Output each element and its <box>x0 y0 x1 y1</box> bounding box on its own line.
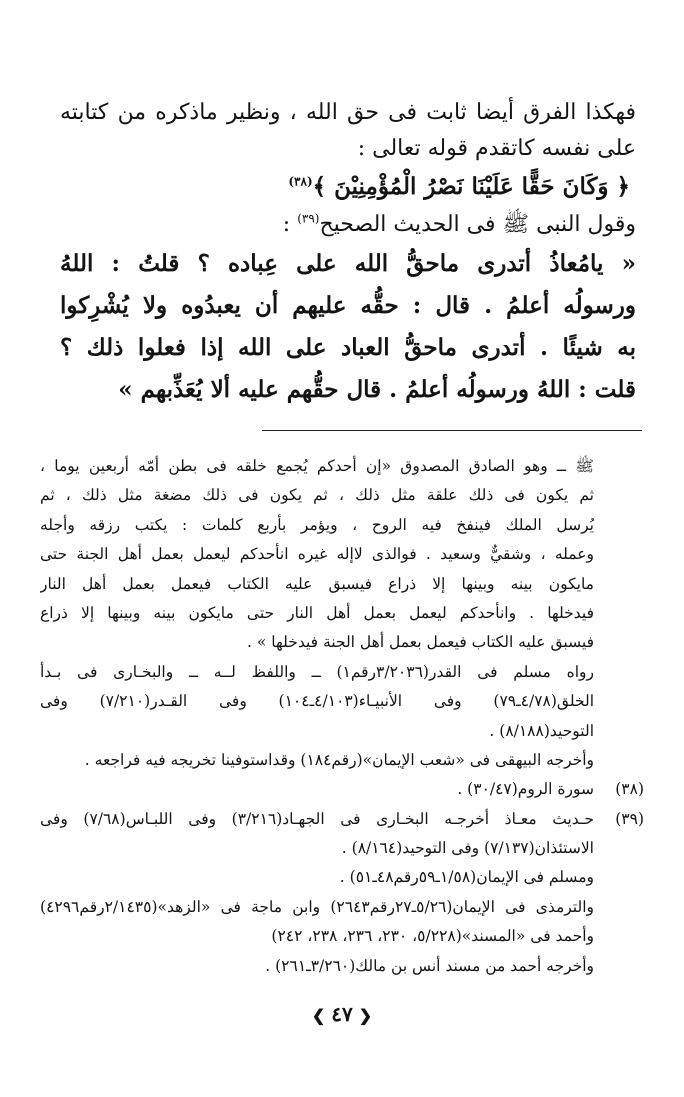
hadith-line-4: قلت : اللهُ ورسولُه أعلمُ . قال حقُّهم عليه ألا يُعَذِّبهم » <box>118 376 636 403</box>
footnotes <box>40 452 644 981</box>
hadith-line-3: به شيئًا . أتدرى ماحقُّ العباد على الله إذا فعلوا ذلك ؟ <box>60 334 636 361</box>
hadith-intro-colon: : <box>282 212 298 237</box>
footnote-separator <box>262 430 642 431</box>
footnote-line: يُرسل الملك فينفخ فيه الروح ، ويؤمر بأربع كلمات : يكتب رزقه وأجله <box>40 515 594 534</box>
hadith-line-1: « يامُعاذُ أتدرى ماحقُّ الله على عِباده ؟ قلتُ : اللهُ <box>60 250 636 277</box>
page-number-text: ٤٧ <box>331 1002 353 1026</box>
hadith-block <box>60 243 636 411</box>
footnote-line: فيسبق عليه الكتاب فيعمل بعمل أهل الجنة فيدخلها » . <box>246 633 594 652</box>
main-text <box>60 95 636 411</box>
footnote-continuation <box>40 452 644 775</box>
footnote-line: وأخرجه أحمد من مسند أنس بن مالك(٣/٢٦٠ـ٢٦١) . <box>265 956 594 975</box>
footnote-line: مايكون بينه وبينها إلا ذراع فيسبق عليه الكتاب فيعمل بعمل أهل النار <box>40 574 594 593</box>
footnote-line: ثم يكون فى ذلك علقة مثل ذلك ، ثم يكون فى ذلك مضغة مثل ذلك ، ثم <box>40 486 594 505</box>
footnote-line: ﷺ ــ وهو الصادق المصدوق «إن أحدكم يُجمع خلقه فى بطن أمّه أربعين يوما ، <box>40 457 594 475</box>
main-line-1: فهكذا الفرق أيضا ثابت فى حق الله ، ونظير ماذكره من كتابته <box>60 100 636 125</box>
footnote-number: (٣٩) <box>615 809 644 828</box>
footnote-line: الاستئذان(٧/١٣٧) وفى التوحيد(٨/١٦٤) . <box>341 839 594 858</box>
verse-footnote-ref: (٣٨) <box>288 174 313 189</box>
footnote-line: التوحيد(٨/١٨٨) . <box>489 721 594 740</box>
footnote-line: ومسلم فى الإيمان(١/٥٨ـ٥٩رقم٤٨ـ٥١) . <box>339 868 594 887</box>
footnote-line: فيدخلها . وانأحدكم ليعمل بعمل أهل النار حتى مايكون بينه وبينها إلا ذراع <box>40 603 594 622</box>
page-number <box>0 1002 684 1026</box>
footnote-line: رواه مسلم فى القدر(٣/٢٠٣٦رقم١) ــ واللفظ لــه ــ والبخـارى فى بـدأ <box>40 662 594 681</box>
footnote-line: والترمذى فى الإيمان(٥/٢٦ـ٢٧رقم٢٦٤٣) وابن ماجة فى «الزهد»(٢/١٤٣٥رقم٤٢٩٦) <box>40 897 594 916</box>
hadith-footnote-ref: (٣٩) <box>297 211 320 226</box>
hadith-line-2: ورسولُه أعلمُ . قال : حقُّه عليهم أن يعبدُوه ولا يُشْرِكوا <box>60 292 636 319</box>
quran-verse <box>60 167 636 207</box>
main-line-2: على نفسه كاتقدم قوله تعالى : <box>357 136 636 161</box>
footnote-line: وأحمد فى «المسند»(٥/٢٢٨، ٢٣٠، ٢٣٦، ٢٣٨، ٢٤٢) <box>271 927 594 946</box>
footnote-number: (٣٨) <box>615 780 644 799</box>
footnote-38 <box>40 775 644 804</box>
ornament-icon: ❮ <box>358 1006 373 1025</box>
footnote-line: الخلق(٤/٧٨ـ٧٩) وفى الأنبيـاء(٤/١٠٣ـ١٠٤) وفى القـدر(٧/٢١٠) وفى <box>40 692 594 711</box>
hadith-intro <box>60 207 636 243</box>
ornament-icon: ❯ <box>311 1006 326 1025</box>
footnote-line: وعمله ، وشقيٌّ وسعيد . فوالذى لاإله غيره انأحدكم ليعمل بعمل أهل الجنة حتى <box>40 545 594 564</box>
footnote-line: سورة الروم(٣٠/٤٧) . <box>457 780 594 799</box>
footnote-line: حـديث معـاذ أخرجـه البخـارى فى الجهـاد(٣/٢١٦) وفى اللبـاس(٧/٦٨) وفى <box>40 809 594 828</box>
verse-text: ﴿ وَكَانَ حَقًّا عَلَيْنَا نَصْرُ الْمُؤْمِنِيْنَ ﴾ <box>312 173 630 200</box>
hadith-intro-text: وقول النبى ﷺ فى الحديث الصحيح <box>319 212 636 237</box>
footnote-line: وأخرجه البيهقى فى «شعب الإيمان»(رقم١٨٤) وقداستوفينا تخريجه فيه فراجعه . <box>84 750 594 769</box>
footnote-39 <box>40 805 644 981</box>
